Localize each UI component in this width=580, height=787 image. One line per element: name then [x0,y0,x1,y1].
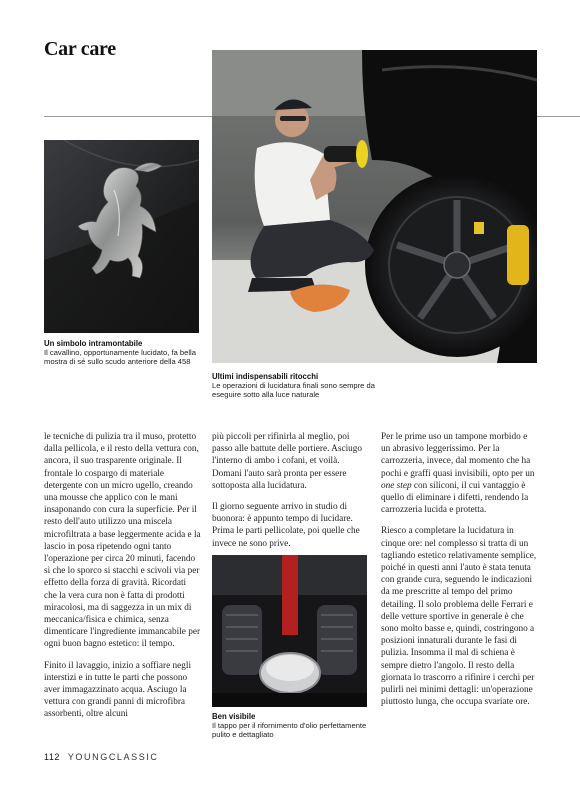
body-column-3 [381,431,538,717]
text-run: Per le prime uso un tampone morbido e un abrasivo leggerissimo. Per la carrozzeria, invece, dal momento che ha pochi e graffi quasi invisibili, opto per un [381,432,535,479]
polishing-photo-caption [212,372,392,399]
paragraph: Riesco a completare la lucidatura in cinque ore: nel complesso si tratta di un tagliando estetico relativamente semplice, poiché in questi anni l'auto è stata tenuta con grande cura, seguendo le indicazioni da me prescritte al tempo del primo detailing. Il solo problema delle Ferrari e delle vetture sportive in generale è che sono molto basse e, quindi, costringono a posizioni innaturali durante le fasi di pulizia. Insomma il mal di schiena è sempre dietro l'angolo. Il resto della giornata lo trascorro a rifinire i cerchi per pulirli nei minimi dettagli: un'operazione piuttosto lunga, che occupa svariate ore. [381,526,537,708]
polishing-photo [212,50,537,363]
page-number: 112 [44,752,60,762]
paragraph: più piccoli per rifinirla al meglio, poi passo alle battute delle portiere. Asciugo l'interno di ambo i cofani, et voilà. Domani l'auto sarà pronta per essere sottoposta alla lucidatura. [212,432,363,491]
caption-title: Ultimi indispensabili ritocchi [212,372,319,381]
body-column-2 [212,431,369,559]
engine-bay-photo [212,555,367,707]
caption-text: Le operazioni di lucidatura finali sono sempre da eseguire sotto alla luce naturale [212,381,375,399]
emphasis: one step [381,480,412,491]
section-title: Car care [44,38,116,60]
text-run: con siliconi, il cui vantaggio è quello di eliminare i difetti, rendendo la carrozzeria lucida e protetta. [381,480,529,516]
caption-text: Il cavallino, opportunamente lucidato, fa bella mostra di sé sullo scudo anteriore della 458 [44,348,196,366]
body-column-1 [44,431,201,730]
caption-title: Ben visibile [212,712,256,721]
horse-photo-caption [44,339,204,366]
engine-photo-caption [212,712,367,739]
paragraph: le tecniche di pulizia tra il muso, protetto dalla pellicola, e il resto della vettura con, ancora, il suo trasparente originale. Il frontale lo cospargo di materiale detergente con un micro ugello, creando una mousse che applico con le mani insaponando con cura la superficie. Per il resto dell'auto utilizzo una miscela microfiltrata a base leggermente acida e la lascio in posa ripetendo ogni tanto l'operazione per circa 20 minuti, facendo sì che lo sporco si stacchi e scivoli via per effetto della forza di gravità. Ricordati che la vera cura non è fatta di prodotti miracolosi, ma di saggezza in un mix di meccanica/fisica e chimica, senza dimenticare l'ingrediente immancabile per ogni buon bagno estetico: il tempo. [44,432,201,650]
paragraph [381,431,538,516]
caption-title: Un simbolo intramontabile [44,339,143,348]
page-footer [44,752,159,762]
caption-text: Il tappo per il rifornimento d'olio perfettamente pulito e dettagliato [212,721,367,739]
paragraph: Finito il lavaggio, inizio a soffiare negli interstizi e in tutte le parti che possono aver immagazzinato acqua. Asciugo la vettura con grandi panni di microfibra assorbenti, oltre alcuni [44,660,192,720]
paragraph: Il giorno seguente arrivo in studio di buonora: è appunto tempo di lucidare. Prima le parti pellicolate, poi quelle che invece ne sono prive. [212,502,360,549]
horse-emblem-photo [44,140,199,333]
magazine-name: YOUNGCLASSIC [67,752,159,762]
